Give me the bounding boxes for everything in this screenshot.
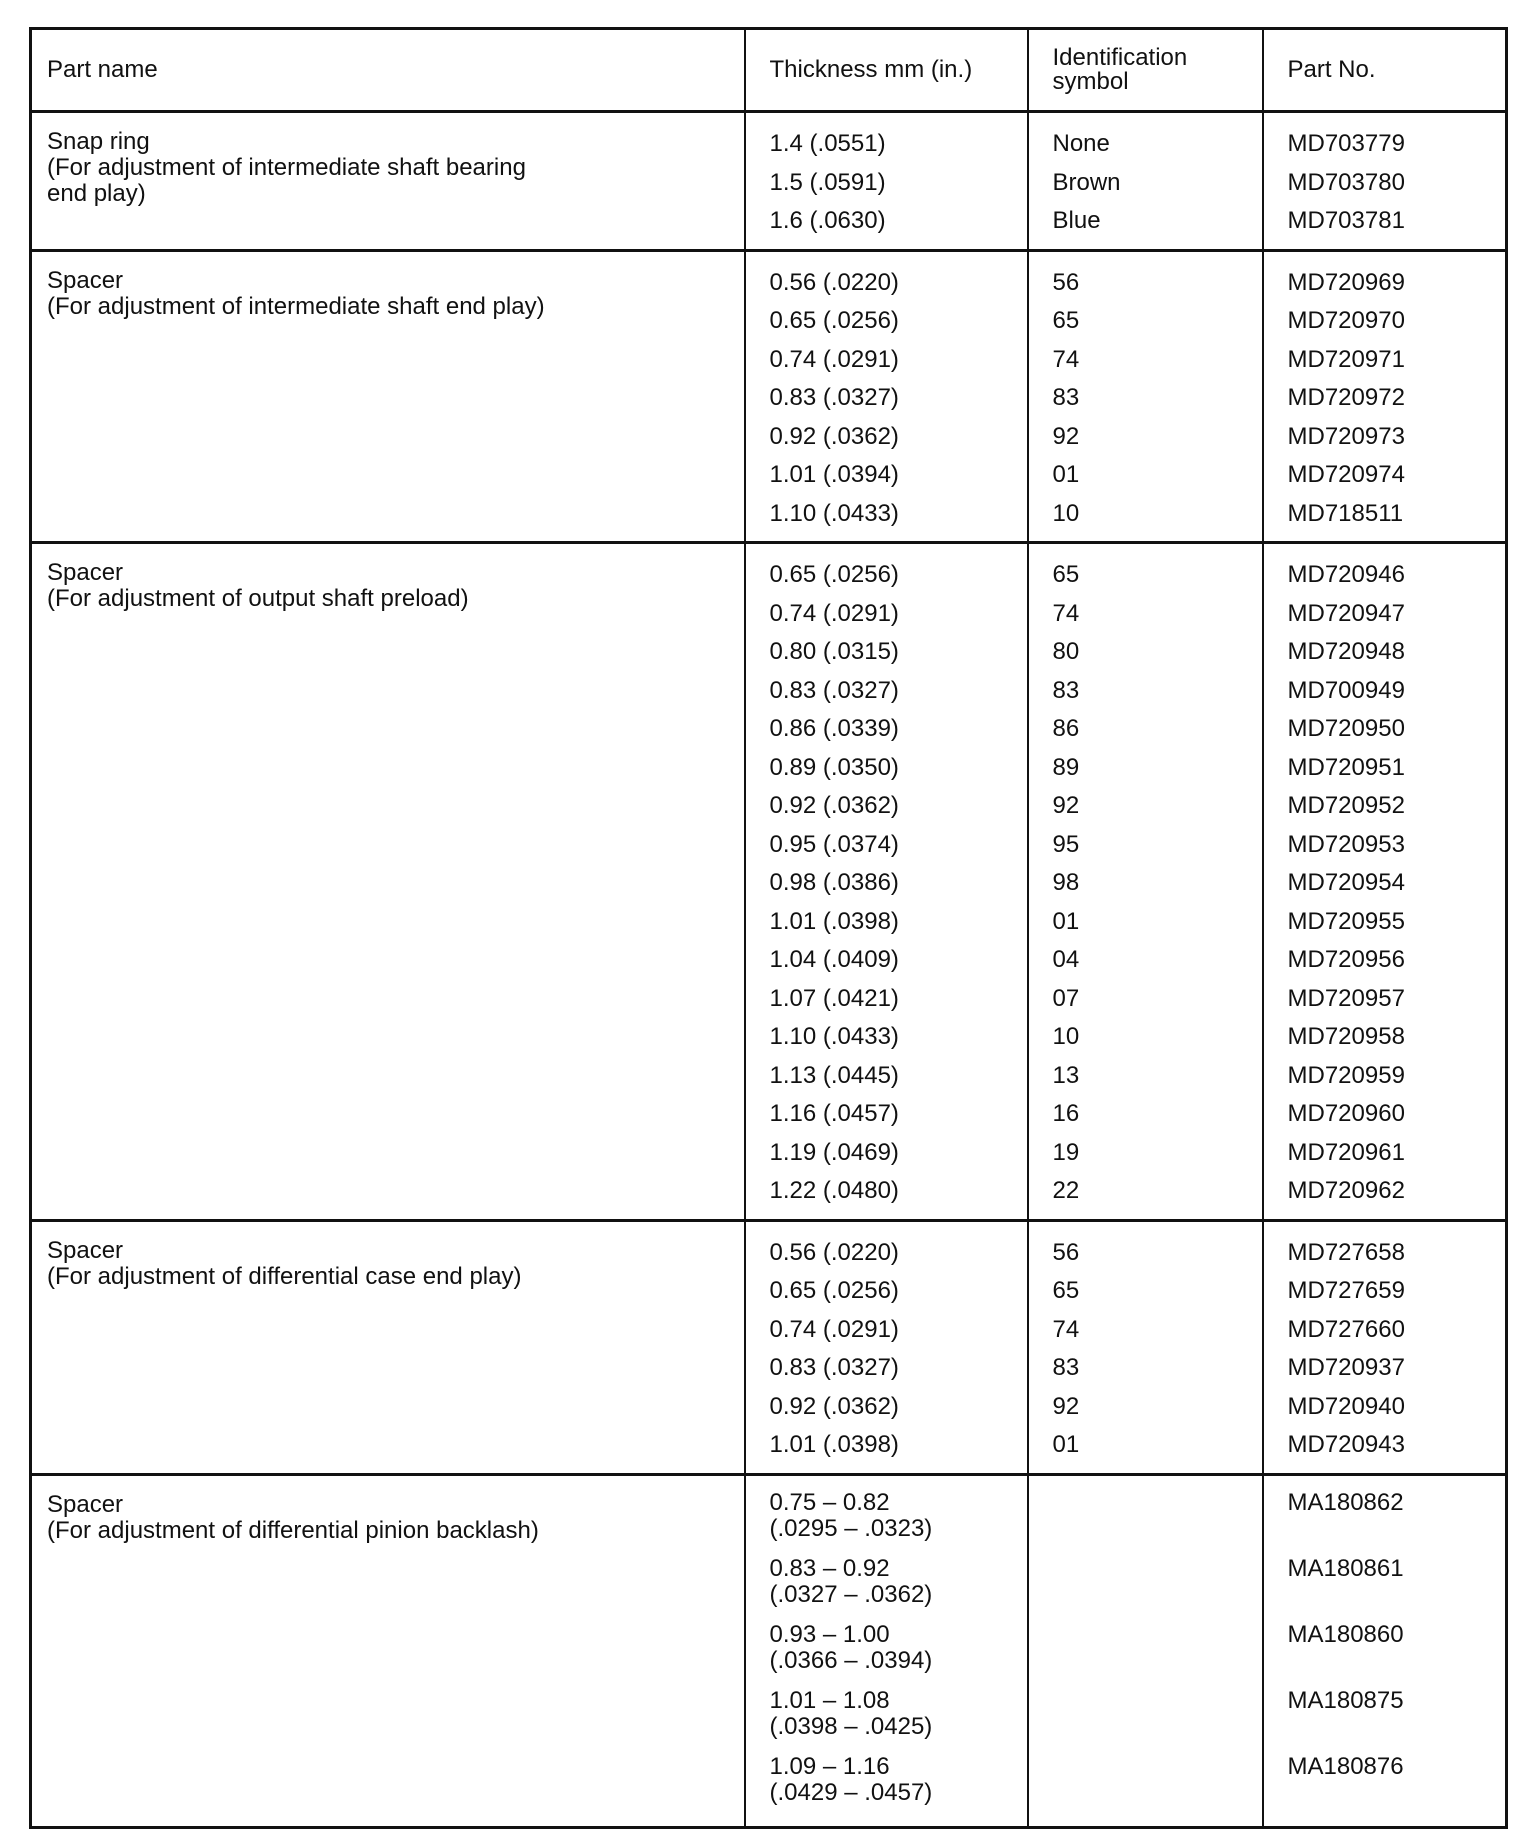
table-row — [31, 250, 1507, 543]
part-description: end play) — [47, 180, 146, 207]
thickness-value — [770, 1488, 1027, 1554]
identification-symbol: 83 — [1052, 676, 1080, 704]
thickness-value: 0.74 (.0291) — [769, 1315, 899, 1343]
part-number: MD718511 — [1287, 499, 1404, 527]
identification-symbol: 01 — [1052, 461, 1080, 488]
thickness-value — [770, 1554, 1027, 1620]
thickness-value: 0.89 (.0350) — [769, 753, 899, 781]
part-group — [31, 543, 1507, 1221]
header-row — [31, 29, 1507, 112]
table-row — [31, 1474, 1507, 1827]
thickness-value: 0.95 (.0374) — [769, 830, 899, 858]
thickness-value: 1.01 (.0398) — [769, 907, 899, 935]
part-name: Spacer — [47, 1236, 124, 1264]
part-description: (For adjustment of intermediate shaft bearing — [47, 154, 526, 181]
part-description: (For adjustment of intermediate shaft end play) — [47, 292, 545, 320]
thickness-value: 0.92 (.0362) — [769, 422, 899, 450]
thickness-value: 1.19 (.0469) — [769, 1138, 899, 1166]
part-group — [31, 250, 1507, 543]
identification-symbol: 16 — [1052, 1100, 1080, 1127]
identification-symbol: 22 — [1052, 1177, 1080, 1204]
thickness-in-range: (.0398 – .0425) — [769, 1712, 933, 1740]
part-number: MD720940 — [1287, 1392, 1405, 1420]
header-id-line2: symbol — [1052, 68, 1129, 95]
identification-symbol — [1053, 1752, 1262, 1818]
identification-symbol — [1053, 1554, 1262, 1620]
identification-symbol: 07 — [1052, 984, 1080, 1012]
symbol-cell — [1028, 250, 1263, 543]
identification-symbol: 98 — [1052, 869, 1080, 896]
part-description: (For adjustment of differential case end play) — [47, 1262, 522, 1290]
thickness-value: 1.01 (.0394) — [769, 461, 899, 488]
part-number: MA180862 — [1287, 1488, 1404, 1516]
thickness-cell — [745, 543, 1028, 1221]
part-number: MD720953 — [1287, 830, 1405, 858]
thickness-value: 1.01 (.0398) — [769, 1431, 899, 1458]
identification-symbol: 86 — [1052, 715, 1080, 742]
part-no-cell — [1263, 1474, 1507, 1827]
part-name: Spacer — [47, 559, 124, 586]
thickness-value: 0.65 (.0256) — [769, 561, 899, 588]
part-number: MD700949 — [1287, 676, 1405, 704]
identification-symbol: 65 — [1052, 561, 1080, 588]
thickness-cell — [745, 250, 1028, 543]
part-number: MD720970 — [1287, 307, 1405, 334]
thickness-value: 0.92 (.0362) — [769, 1392, 899, 1420]
thickness-value: 0.83 (.0327) — [769, 384, 899, 411]
table-row — [31, 112, 1507, 251]
table-header — [31, 29, 1507, 112]
identification-symbol: 83 — [1052, 1354, 1080, 1381]
part-number: MD720960 — [1287, 1100, 1405, 1127]
thickness-value: 0.74 (.0291) — [769, 345, 899, 373]
thickness-value: 0.98 (.0386) — [769, 869, 899, 896]
symbol-cell — [1028, 112, 1263, 251]
part-number: MD727658 — [1287, 1238, 1405, 1266]
part-name-cell — [31, 250, 745, 543]
thickness-mm-range: 0.75 – 0.82 — [769, 1488, 890, 1516]
identification-symbol: 13 — [1052, 1061, 1080, 1089]
header-thickness: Thickness mm (in.) — [745, 29, 1028, 112]
part-number: MD703781 — [1287, 207, 1405, 234]
part-number: MD720957 — [1287, 984, 1405, 1012]
thickness-mm-range: 0.93 – 1.00 — [769, 1620, 890, 1648]
part-description: (For adjustment of differential pinion backlash) — [47, 1516, 539, 1544]
symbol-cell — [1028, 1220, 1263, 1474]
part-name-cell — [31, 1474, 745, 1827]
table-row — [31, 1220, 1507, 1474]
thickness-mm-range: 0.83 – 0.92 — [769, 1554, 890, 1582]
part-name: Spacer — [47, 1490, 124, 1518]
part-number: MA180860 — [1287, 1620, 1404, 1648]
thickness-cell — [745, 1474, 1028, 1827]
part-number: MA180876 — [1287, 1752, 1404, 1780]
identification-symbol — [1053, 1488, 1262, 1554]
part-name: Snap ring — [47, 128, 150, 155]
part-no-cell — [1263, 250, 1507, 543]
thickness-in-range: (.0366 – .0394) — [769, 1646, 933, 1674]
thickness-cell — [745, 1220, 1028, 1474]
identification-symbol: 19 — [1052, 1138, 1080, 1166]
part-number: MD720962 — [1287, 1177, 1405, 1204]
thickness-value: 0.56 (.0220) — [769, 1238, 899, 1266]
thickness-value: 0.65 (.0256) — [769, 307, 899, 334]
part-name: Spacer — [47, 266, 124, 294]
part-no-cell — [1263, 1220, 1507, 1474]
identification-symbol: 83 — [1052, 384, 1080, 411]
part-number: MD720969 — [1287, 268, 1405, 296]
part-name-cell — [31, 1220, 745, 1474]
thickness-cell — [745, 112, 1028, 251]
identification-symbol: 92 — [1052, 1392, 1080, 1420]
identification-symbol — [1053, 1686, 1262, 1752]
symbol-cell — [1028, 1474, 1263, 1827]
identification-symbol: 56 — [1052, 268, 1080, 296]
thickness-value — [770, 1752, 1027, 1818]
thickness-value: 0.83 (.0327) — [769, 676, 899, 704]
identification-symbol: Blue — [1052, 207, 1101, 234]
part-number: MA180861 — [1287, 1554, 1404, 1582]
part-number: MD720952 — [1287, 792, 1405, 819]
identification-symbol: 74 — [1052, 599, 1080, 627]
part-number: MD720954 — [1287, 869, 1405, 896]
part-number: MD703779 — [1287, 130, 1405, 157]
identification-symbol: None — [1052, 130, 1110, 157]
part-number: MD720972 — [1287, 384, 1405, 411]
thickness-in-range: (.0327 – .0362) — [769, 1580, 933, 1608]
part-group — [31, 1474, 1507, 1827]
thickness-value: 0.92 (.0362) — [769, 792, 899, 819]
thickness-in-range: (.0295 – .0323) — [769, 1514, 933, 1542]
header-id-line1: Identification — [1052, 44, 1188, 71]
thickness-value: 0.83 (.0327) — [769, 1354, 899, 1381]
identification-symbol: 74 — [1052, 345, 1080, 373]
header-identification-symbol — [1028, 29, 1263, 112]
part-number: MD720948 — [1287, 638, 1405, 665]
part-number: MD720946 — [1287, 561, 1405, 588]
symbol-cell — [1028, 543, 1263, 1221]
parts-table — [29, 27, 1508, 1829]
part-group — [31, 1220, 1507, 1474]
part-number: MD727660 — [1287, 1315, 1405, 1343]
thickness-value: 1.6 (.0630) — [769, 207, 886, 234]
part-number: MD720959 — [1287, 1061, 1405, 1089]
part-number: MD720958 — [1287, 1023, 1405, 1050]
thickness-value: 1.13 (.0445) — [769, 1061, 899, 1089]
identification-symbol: 04 — [1052, 946, 1080, 973]
part-number: MD720947 — [1287, 599, 1405, 627]
part-description: (For adjustment of output shaft preload) — [47, 585, 469, 612]
part-number: MD720956 — [1287, 946, 1405, 973]
thickness-value: 1.22 (.0480) — [769, 1177, 899, 1204]
thickness-value: 1.16 (.0457) — [769, 1100, 899, 1127]
identification-symbol: 01 — [1052, 1431, 1080, 1458]
identification-symbol: 65 — [1052, 1277, 1080, 1304]
thickness-value: 0.74 (.0291) — [769, 599, 899, 627]
thickness-value: 1.04 (.0409) — [769, 946, 899, 973]
thickness-value — [770, 1686, 1027, 1752]
table-row — [31, 543, 1507, 1221]
part-number: MD720955 — [1287, 907, 1405, 935]
identification-symbol: 65 — [1052, 307, 1080, 334]
thickness-mm-range: 1.01 – 1.08 — [769, 1686, 890, 1714]
header-part-no: Part No. — [1263, 29, 1507, 112]
identification-symbol: 01 — [1052, 907, 1080, 935]
identification-symbol: 74 — [1052, 1315, 1080, 1343]
part-name-cell — [31, 112, 745, 251]
part-number: MD720951 — [1287, 753, 1405, 781]
part-number: MD727659 — [1287, 1277, 1405, 1304]
thickness-value: 0.56 (.0220) — [769, 268, 899, 296]
identification-symbol: 56 — [1052, 1238, 1080, 1266]
identification-symbol: 95 — [1052, 830, 1080, 858]
thickness-mm-range: 1.09 – 1.16 — [769, 1752, 890, 1780]
thickness-value: 0.86 (.0339) — [769, 715, 899, 742]
thickness-in-range: (.0429 – .0457) — [769, 1778, 933, 1806]
header-part-name: Part name — [31, 29, 745, 112]
identification-symbol: 92 — [1052, 792, 1080, 819]
part-number: MD720971 — [1287, 345, 1405, 373]
part-number: MA180875 — [1287, 1686, 1404, 1714]
part-number: MD720950 — [1287, 715, 1405, 742]
thickness-value: 1.10 (.0433) — [769, 1023, 899, 1050]
identification-symbol: 80 — [1052, 638, 1080, 665]
identification-symbol: Brown — [1052, 168, 1121, 196]
part-number: MD720974 — [1287, 461, 1405, 488]
thickness-value: 0.80 (.0315) — [769, 638, 899, 665]
identification-symbol: 92 — [1052, 422, 1080, 450]
identification-symbol: 10 — [1052, 1023, 1080, 1050]
thickness-value: 0.65 (.0256) — [769, 1277, 899, 1304]
thickness-value: 1.10 (.0433) — [769, 499, 899, 527]
part-number: MD720943 — [1287, 1431, 1405, 1458]
part-name-cell — [31, 543, 745, 1221]
thickness-value — [770, 1620, 1027, 1686]
thickness-value: 1.4 (.0551) — [769, 130, 886, 157]
part-number: MD703780 — [1287, 168, 1405, 196]
part-group — [31, 112, 1507, 251]
part-number: MD720937 — [1287, 1354, 1405, 1381]
thickness-value: 1.07 (.0421) — [769, 984, 899, 1012]
identification-symbol — [1053, 1620, 1262, 1686]
identification-symbol: 10 — [1052, 499, 1080, 527]
thickness-value: 1.5 (.0591) — [769, 168, 886, 196]
part-number: MD720973 — [1287, 422, 1405, 450]
part-no-cell — [1263, 543, 1507, 1221]
identification-symbol: 89 — [1052, 753, 1080, 781]
part-number: MD720961 — [1287, 1138, 1405, 1166]
part-no-cell — [1263, 112, 1507, 251]
